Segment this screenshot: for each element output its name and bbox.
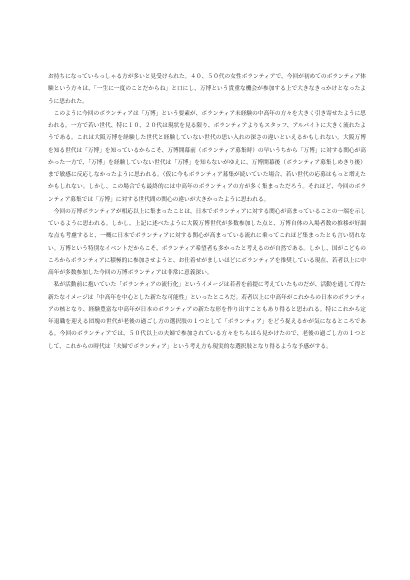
paragraph-3: 今回の万博ボランティアが相応以上に集まったことは、日本でボランティアに対する関心が高まっていることの一端を示しているように思われる。しかし、上記に述べたように大阪万博世代が多数参加した点と、万博自体の入場者数の推移が好調な点も考慮すると、一概に日本でボランティアに対する関心が高まっている流れに乗ってこれほど集まったとも言い切れない。万博という特別なイベントだからこそ、ボランティア希望者も多かったと考えるのが自然である。しかし、国がこどものころからボランティアに積極的に参加させようと、お仕着せがましいほどにボランティアを推奨している現在、若者以上に中高年が多数参加した今回の万博ボランティアは非常に意義深い。 — [48, 208, 366, 276]
paragraph-2: このように今回のボランティアは「万博」という要素が、ボランティア未経験の中高年の方々を大きく引き寄せたように思われる。一方で若い世代、特に１０、２０代は現状を見る限り、ボランティアよりもスタッフ、アルバイトに大きく流れたようである。これは大阪万博を経験した世代と経験していない世代の思い入れの深さの違いといえるかもしれない。大阪万博を知る世代は「万博」を知っているからこそ、万博開幕前（ボランティア募集時）の早いうちから「万博」に対する関心が高かった一方で、「万博」を経験していない世代は「万博」を知らないがゆえに、万博開幕後（ボランティア募集しめきり後）まで敏感に反応しなかったように思われる。（仮に今もボランティア募集が続いていた場合、若い世代の応募はもっと増えたかもしれない。しかし、この場合でも最終的には中高年のボランティアの方が多く集まっただろう。それほど、今回のボランティア募集では「万博」に対する世代間の関心の違いが大きかったように思われる。 — [48, 110, 366, 203]
document-body — [48, 71, 366, 353]
paragraph-4: 私が活動前に抱いていた「ボランティアの流行化」というイメージは若者を前提に考えていたものだが、活動を通して得た新たなイメージは「中高年を中心とした新たな可能性」といったところだ。若者以上に中高年がこれからの日本のボランティアの核となり、経験豊富な中高年が日本のボランティアの新たな形を作り出すこともあり得ると思われる。特にこれから定年退職を迎える団塊の世代が老後の過ごし方の選択肢の１つとして「ボランティア」をどう捉えるかが気になるところである。今回のボランティアでは、５０代以上の夫婦で参加されている方々をちらほら見かけたので、老後の過ごし方の１つとして、これからの時代は「夫婦でボランティア」という考え方も現実的な選択肢となり得るような予感がする。 — [48, 282, 366, 350]
paragraph-1: お持ちになっていらっしゃる方が多いと見受けられた。４０、５０代の女性ボランティアで、今回が初めてのボランティア体験という方々は、「一生に一度のことだからね」と口にし、万博という貴重な機会が参加する上で大きなきっかけとなったように思われた。 — [48, 74, 366, 105]
